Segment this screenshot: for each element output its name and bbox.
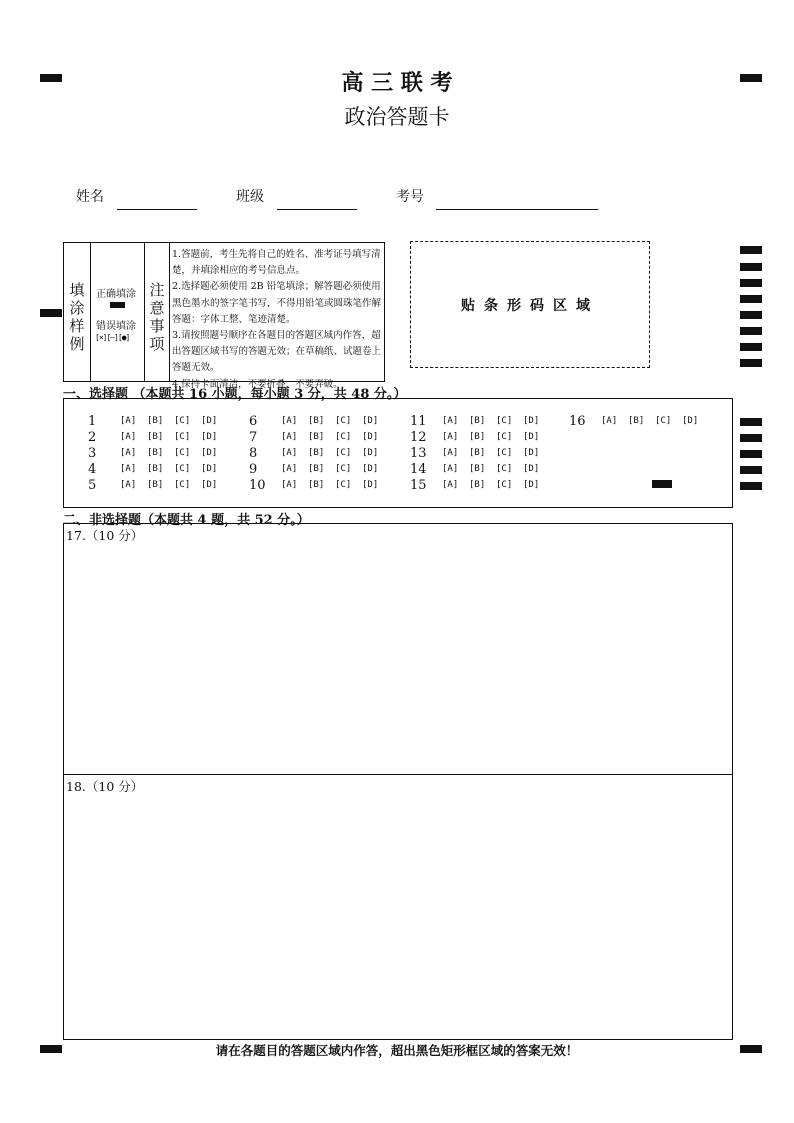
question-number: 15 [410,478,427,493]
answer-bubble-a[interactable]: [A] [442,480,459,490]
question-17-label: 17.（10 分） [66,528,144,543]
answer-bubble-b[interactable]: [B] [469,416,486,426]
timing-mark [740,263,762,271]
question-number: 2 [88,430,97,445]
answer-bubble-a[interactable]: [A] [281,432,298,442]
answer-bubble-c[interactable]: [C] [335,432,352,442]
answer-bubble-c[interactable]: [C] [174,432,191,442]
question-number: 12 [410,430,427,445]
answer-bubble-b[interactable]: [B] [308,432,325,442]
answer-bubble-d[interactable]: [D] [523,432,540,442]
question-number: 8 [249,446,258,461]
correct-fill-label: 正确填涂 [96,289,136,300]
question-number: 7 [249,430,258,445]
answer-bubble-d[interactable]: [D] [201,480,218,490]
timing-mark [740,434,762,442]
answer-bubble-a[interactable]: [A] [120,480,137,490]
answer-bubble-b[interactable]: [B] [147,448,164,458]
correct-fill-sample [110,302,125,308]
answer-bubble-d[interactable]: [D] [682,416,699,426]
timing-mark [740,450,762,458]
timing-mark [740,279,762,287]
answer-bubble-a[interactable]: [A] [442,416,459,426]
answer-bubble-b[interactable]: [B] [628,416,645,426]
question-number: 1 [88,414,97,429]
answer-area-17[interactable] [63,523,733,775]
timing-mark [740,418,762,426]
answer-bubble-d[interactable]: [D] [362,416,379,426]
answer-bubble-a[interactable]: [A] [442,432,459,442]
exam-no-field[interactable] [436,209,598,210]
wrong-fill-label: 错误填涂 [96,321,136,332]
name-label: 姓名 [76,189,104,205]
answer-area-18[interactable] [63,774,733,1040]
answer-bubble-d[interactable]: [D] [523,464,540,474]
answer-bubble-a[interactable]: [A] [120,416,137,426]
answer-bubble-c[interactable]: [C] [174,448,191,458]
answer-bubble-d[interactable]: [D] [362,480,379,490]
timing-mark [740,359,762,367]
multiple-choice-box [63,398,733,508]
answer-bubble-b[interactable]: [B] [469,480,486,490]
timing-mark [740,295,762,303]
answer-bubble-d[interactable]: [D] [523,448,540,458]
section1-title: 一、选择题 （本题共 16 小题，每小题 3 分，共 48 分。） [63,387,407,402]
question-number: 10 [249,478,266,493]
answer-bubble-c[interactable]: [C] [496,416,513,426]
question-number: 13 [410,446,427,461]
answer-bubble-c[interactable]: [C] [496,432,513,442]
answer-bubble-d[interactable]: [D] [201,464,218,474]
exam-no-label: 考号 [396,189,424,205]
answer-bubble-d[interactable]: [D] [201,432,218,442]
answer-bubble-b[interactable]: [B] [469,448,486,458]
wrong-fill-symbols: [×][—][●] [95,333,130,342]
answer-bubble-b[interactable]: [B] [308,480,325,490]
answer-bubble-a[interactable]: [A] [120,464,137,474]
answer-bubble-a[interactable]: [A] [281,448,298,458]
answer-bubble-d[interactable]: [D] [362,432,379,442]
answer-bubble-b[interactable]: [B] [147,416,164,426]
answer-bubble-a[interactable]: [A] [281,464,298,474]
answer-bubble-c[interactable]: [C] [174,416,191,426]
question-number: 9 [249,462,258,477]
answer-bubble-c[interactable]: [C] [335,480,352,490]
question-18-label: 18.（10 分） [66,779,144,794]
notes-text: 1.答题前，考生先将自己的姓名、准考证号填写清楚，并填涂相应的考号信息点。 2.选择题必须使用 2B 铅笔填涂；解答题必须使用黑色墨水的签字笔书写，不得用铅笔或圆珠笔作解答题：字体工整、笔迹清楚。 3.请按照题号顺序在各题目的答题区域内作答，超出答题区域书写的答题无效；在草稿纸、试题卷上答题无效。 4.保持卡面清洁，不要折叠、不要弄破。 [172,249,382,390]
answer-bubble-b[interactable]: [B] [147,480,164,490]
filled-mark [652,480,672,488]
answer-bubble-a[interactable]: [A] [281,480,298,490]
answer-bubble-d[interactable]: [D] [201,448,218,458]
timing-mark [740,327,762,335]
alignment-mark [40,309,62,317]
question-number: 11 [410,414,427,429]
answer-bubble-a[interactable]: [A] [120,432,137,442]
timing-mark [740,311,762,319]
answer-bubble-b[interactable]: [B] [308,464,325,474]
answer-bubble-c[interactable]: [C] [335,416,352,426]
answer-bubble-d[interactable]: [D] [362,464,379,474]
answer-bubble-b[interactable]: [B] [308,416,325,426]
answer-bubble-a[interactable]: [A] [281,416,298,426]
question-number: 6 [249,414,258,429]
question-number: 14 [410,462,427,477]
class-label: 班级 [236,189,264,205]
answer-bubble-a[interactable]: [A] [442,464,459,474]
page-title: 高 三 联 考 [341,70,453,96]
answer-bubble-b[interactable]: [B] [147,464,164,474]
question-number: 3 [88,446,97,461]
timing-mark [740,343,762,351]
answer-bubble-d[interactable]: [D] [201,416,218,426]
name-field[interactable] [117,209,197,210]
answer-bubble-b[interactable]: [B] [469,464,486,474]
answer-bubble-c[interactable]: [C] [174,480,191,490]
answer-bubble-d[interactable]: [D] [362,448,379,458]
question-number: 5 [88,478,97,493]
fill-sample-box [63,242,385,390]
answer-bubble-b[interactable]: [B] [147,432,164,442]
answer-bubble-c[interactable]: [C] [496,448,513,458]
timing-mark [740,482,762,490]
answer-bubble-d[interactable]: [D] [523,480,540,490]
barcode-area: 贴条形码区域 [410,241,650,368]
timing-mark [740,466,762,474]
timing-mark [740,246,762,254]
answer-bubble-d[interactable]: [D] [523,416,540,426]
fill-sample-heading: 填 涂 样 例 [69,281,85,353]
answer-bubble-b[interactable]: [B] [469,432,486,442]
answer-bubble-b[interactable]: [B] [308,448,325,458]
answer-bubble-a[interactable]: [A] [442,448,459,458]
class-field[interactable] [277,209,357,210]
answer-bubble-a[interactable]: [A] [120,448,137,458]
page-subtitle: 政治答题卡 [344,105,450,129]
footer-warning: 请在各题目的答题区域内作答，超出黑色矩形框区域的答案无效！ [215,1043,579,1058]
answer-bubble-c[interactable]: [C] [496,480,513,490]
question-number: 16 [569,414,586,429]
answer-bubble-c[interactable]: [C] [335,464,352,474]
section2-title: 二、非选择题（本题共 4 题，共 52 分。） [63,513,310,528]
notes-heading: 注 意 事 项 [149,281,165,353]
answer-bubble-a[interactable]: [A] [601,416,618,426]
answer-bubble-c[interactable]: [C] [655,416,672,426]
answer-bubble-c[interactable]: [C] [496,464,513,474]
question-number: 4 [88,462,97,477]
answer-bubble-c[interactable]: [C] [174,464,191,474]
answer-bubble-c[interactable]: [C] [335,448,352,458]
